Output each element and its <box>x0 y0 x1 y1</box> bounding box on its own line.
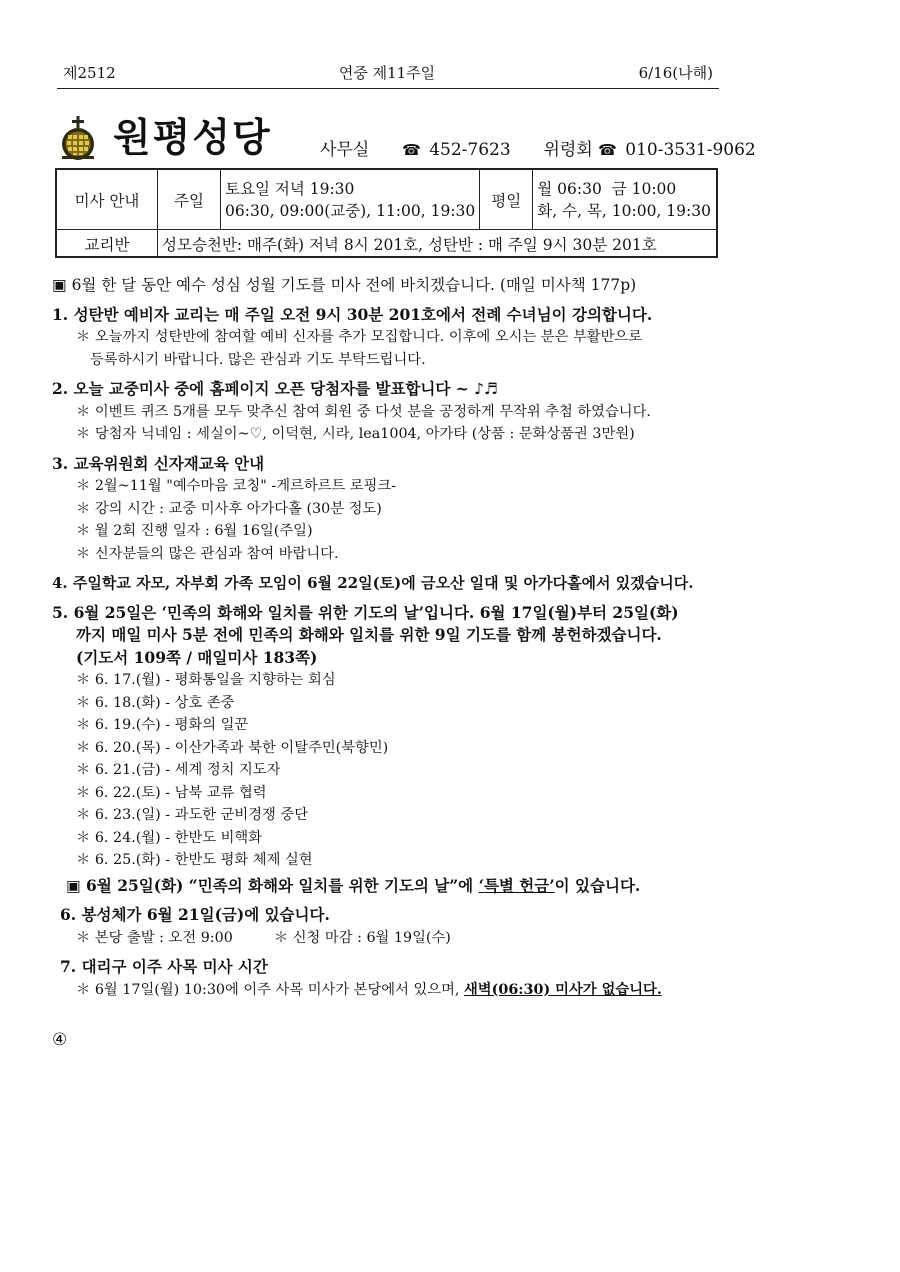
prayer-day-item: ＊ 6. 17.(월) - 평화통일을 지향하는 회심 <box>76 672 336 688</box>
weekday-times-line1: 월 06:30 금 10:00 <box>537 179 677 198</box>
bulletin-header <box>57 62 717 84</box>
mass-label: 미사 안내 <box>57 170 158 230</box>
notice-5-line: 5. 6월 25일은 ‘민족의 화해와 일치를 위한 기도의 날’입니다. 6월 17일(월)부터 25일(화) <box>52 602 679 622</box>
header-divider <box>57 88 719 89</box>
weekday-times-line2: 화, 수, 목, 10:00, 19:30 <box>537 201 711 220</box>
parish-logo-icon <box>58 116 98 160</box>
sunday-times-line1: 토요일 저녁 19:30 <box>225 179 355 198</box>
mass-schedule-table <box>56 169 718 258</box>
prayer-day-item: ＊ 6. 24.(월) - 한반도 비핵화 <box>76 829 263 846</box>
weekday-label: 평일 <box>480 170 533 230</box>
catechism-text: 성모승천반: 매주(화) 저녁 8시 201호, 성탄반 : 매 주일 9시 30분 201호 <box>158 230 718 258</box>
prayer-day-item: ＊ 6. 19.(수) - 평화의 일꾼 <box>76 717 249 733</box>
dawn-mass-cancel: 새벽(06:30) 미사가 없습니다. <box>463 981 662 998</box>
notice-2-line: ＊ 이벤트 퀴즈 5개를 모두 맞추신 참여 회원 중 다섯 분을 공정하게 무작위 추첨 하였습니다. <box>76 403 651 420</box>
parish-name: 원평성당 <box>113 116 272 161</box>
notice-7-line <box>52 979 722 1002</box>
notice-5-line: 까지 매일 미사 5분 전에 민족의 화해와 일치를 위한 9일 기도를 함께 봉헌하겠습니다. <box>76 625 662 644</box>
prayer-day-item: ＊ 6. 23.(일) - 과도한 군비경쟁 중단 <box>76 807 309 823</box>
special-offering-text: ▣ 6월 25일(화) “민족의 화해와 일치를 위한 기도의 날”에 <box>66 875 479 895</box>
notice-1-line: ＊ 오늘까지 성탄반에 참여할 예비 신자를 추가 모집합니다. 이후에 오시는 분은 부활반으로 <box>76 329 643 345</box>
special-offering-highlight: ‘특별 헌금’ <box>478 875 555 895</box>
notice-2-line: ＊ 당첨자 닉네임 : 세실이~♡, 이덕현, 시라, lea1004, 아가타 (상품 : 문화상품권 3만원) <box>76 426 635 442</box>
notice-3-line: ＊ 신자분들의 많은 관심과 참여 바랍니다. <box>76 545 339 562</box>
special-offering-text: 이 있습니다. <box>554 875 641 895</box>
sunday-times-line2: 06:30, 09:00(교중), 11:00, 19:30 <box>225 201 476 220</box>
office-label: 사무실 <box>320 140 370 160</box>
committee-phone: 010-3531-9062 <box>625 140 756 160</box>
prayer-day-list <box>52 669 722 872</box>
notice-1-title: 1. 성탄반 예비자 교리는 매 주일 오전 9시 30분 201호에서 전례 수녀님이 강의합니다. <box>52 304 653 324</box>
notice-4-title: 4. 주일학교 자모, 자부회 가족 모임이 6월 22일(토)에 금오산 일대 및 아가다홀에서 있겠습니다. <box>52 574 694 592</box>
special-offering-note <box>52 875 722 898</box>
prayer-day-item: ＊ 6. 20.(목) - 이산가족과 북한 이탈주민(북향민) <box>76 739 389 756</box>
committee-label: 위령회 <box>543 140 593 160</box>
catechism-label: 교리반 <box>57 230 158 258</box>
sunday-label: 주일 <box>158 170 221 230</box>
notice-6-title: 6. 봉성체가 6월 21일(금)에 있습니다. <box>60 905 330 924</box>
issue-number: 제2512 <box>63 64 116 82</box>
communion-deadline: ＊ 신청 마감 : 6월 19일(수) <box>273 929 451 946</box>
office-phone: 452-7623 <box>429 140 511 160</box>
issue-date: 6/16(나해) <box>638 64 713 82</box>
contact-info <box>320 135 756 160</box>
weekday-times <box>533 170 718 230</box>
notice-2-title: 2. 오늘 교중미사 중에 홈페이지 오픈 당첨자를 발표합니다 ~ ♪♬ <box>52 379 498 398</box>
notices <box>52 274 722 1001</box>
prayer-day-item: ＊ 6. 21.(금) - 세계 정치 지도자 <box>76 762 281 778</box>
sunday-times <box>221 170 480 230</box>
prayer-day-item: ＊ 6. 18.(화) - 상호 존중 <box>76 694 235 711</box>
notice-5-line: (기도서 109쪽 / 매일미사 183쪽) <box>76 647 318 667</box>
telephone-icon: ☎ <box>598 141 617 159</box>
migrant-mass-text: ＊ 6월 17일(월) 10:30에 이주 사목 미사가 본당에서 있으며, <box>76 981 464 998</box>
page-number: ④ <box>52 1030 68 1050</box>
notice-sacred-heart: ▣ 6월 한 달 동안 예수 성심 성월 기도를 미사 전에 바치겠습니다. (매일 미사책 177p) <box>52 276 637 294</box>
communion-departure: ＊ 본당 출발 : 오전 9:00 <box>76 929 233 946</box>
prayer-day-item: ＊ 6. 22.(토) - 남북 교류 협력 <box>76 784 267 801</box>
liturgical-week: 연중 제11주일 <box>338 64 436 82</box>
notice-7-title: 7. 대리구 이주 사목 미사 시간 <box>60 957 268 976</box>
telephone-icon: ☎ <box>402 141 421 159</box>
notice-1-line: 등록하시기 바랍니다. 많은 관심과 기도 부탁드립니다. <box>90 351 426 368</box>
notice-3-line: ＊ 강의 시간 : 교중 미사후 아가다홀 (30분 정도) <box>76 500 382 517</box>
prayer-day-item: ＊ 6. 25.(화) - 한반도 평화 체제 실현 <box>76 852 313 868</box>
notice-6-line <box>52 927 722 950</box>
notice-3-line: ＊ 2월~11월 "예수마음 코칭" -게르하르트 로핑크- <box>76 478 397 494</box>
notice-3-title: 3. 교육위원회 신자재교육 안내 <box>52 453 265 473</box>
notice-3-line: ＊ 월 2회 진행 일자 : 6월 16일(주일) <box>76 523 313 539</box>
